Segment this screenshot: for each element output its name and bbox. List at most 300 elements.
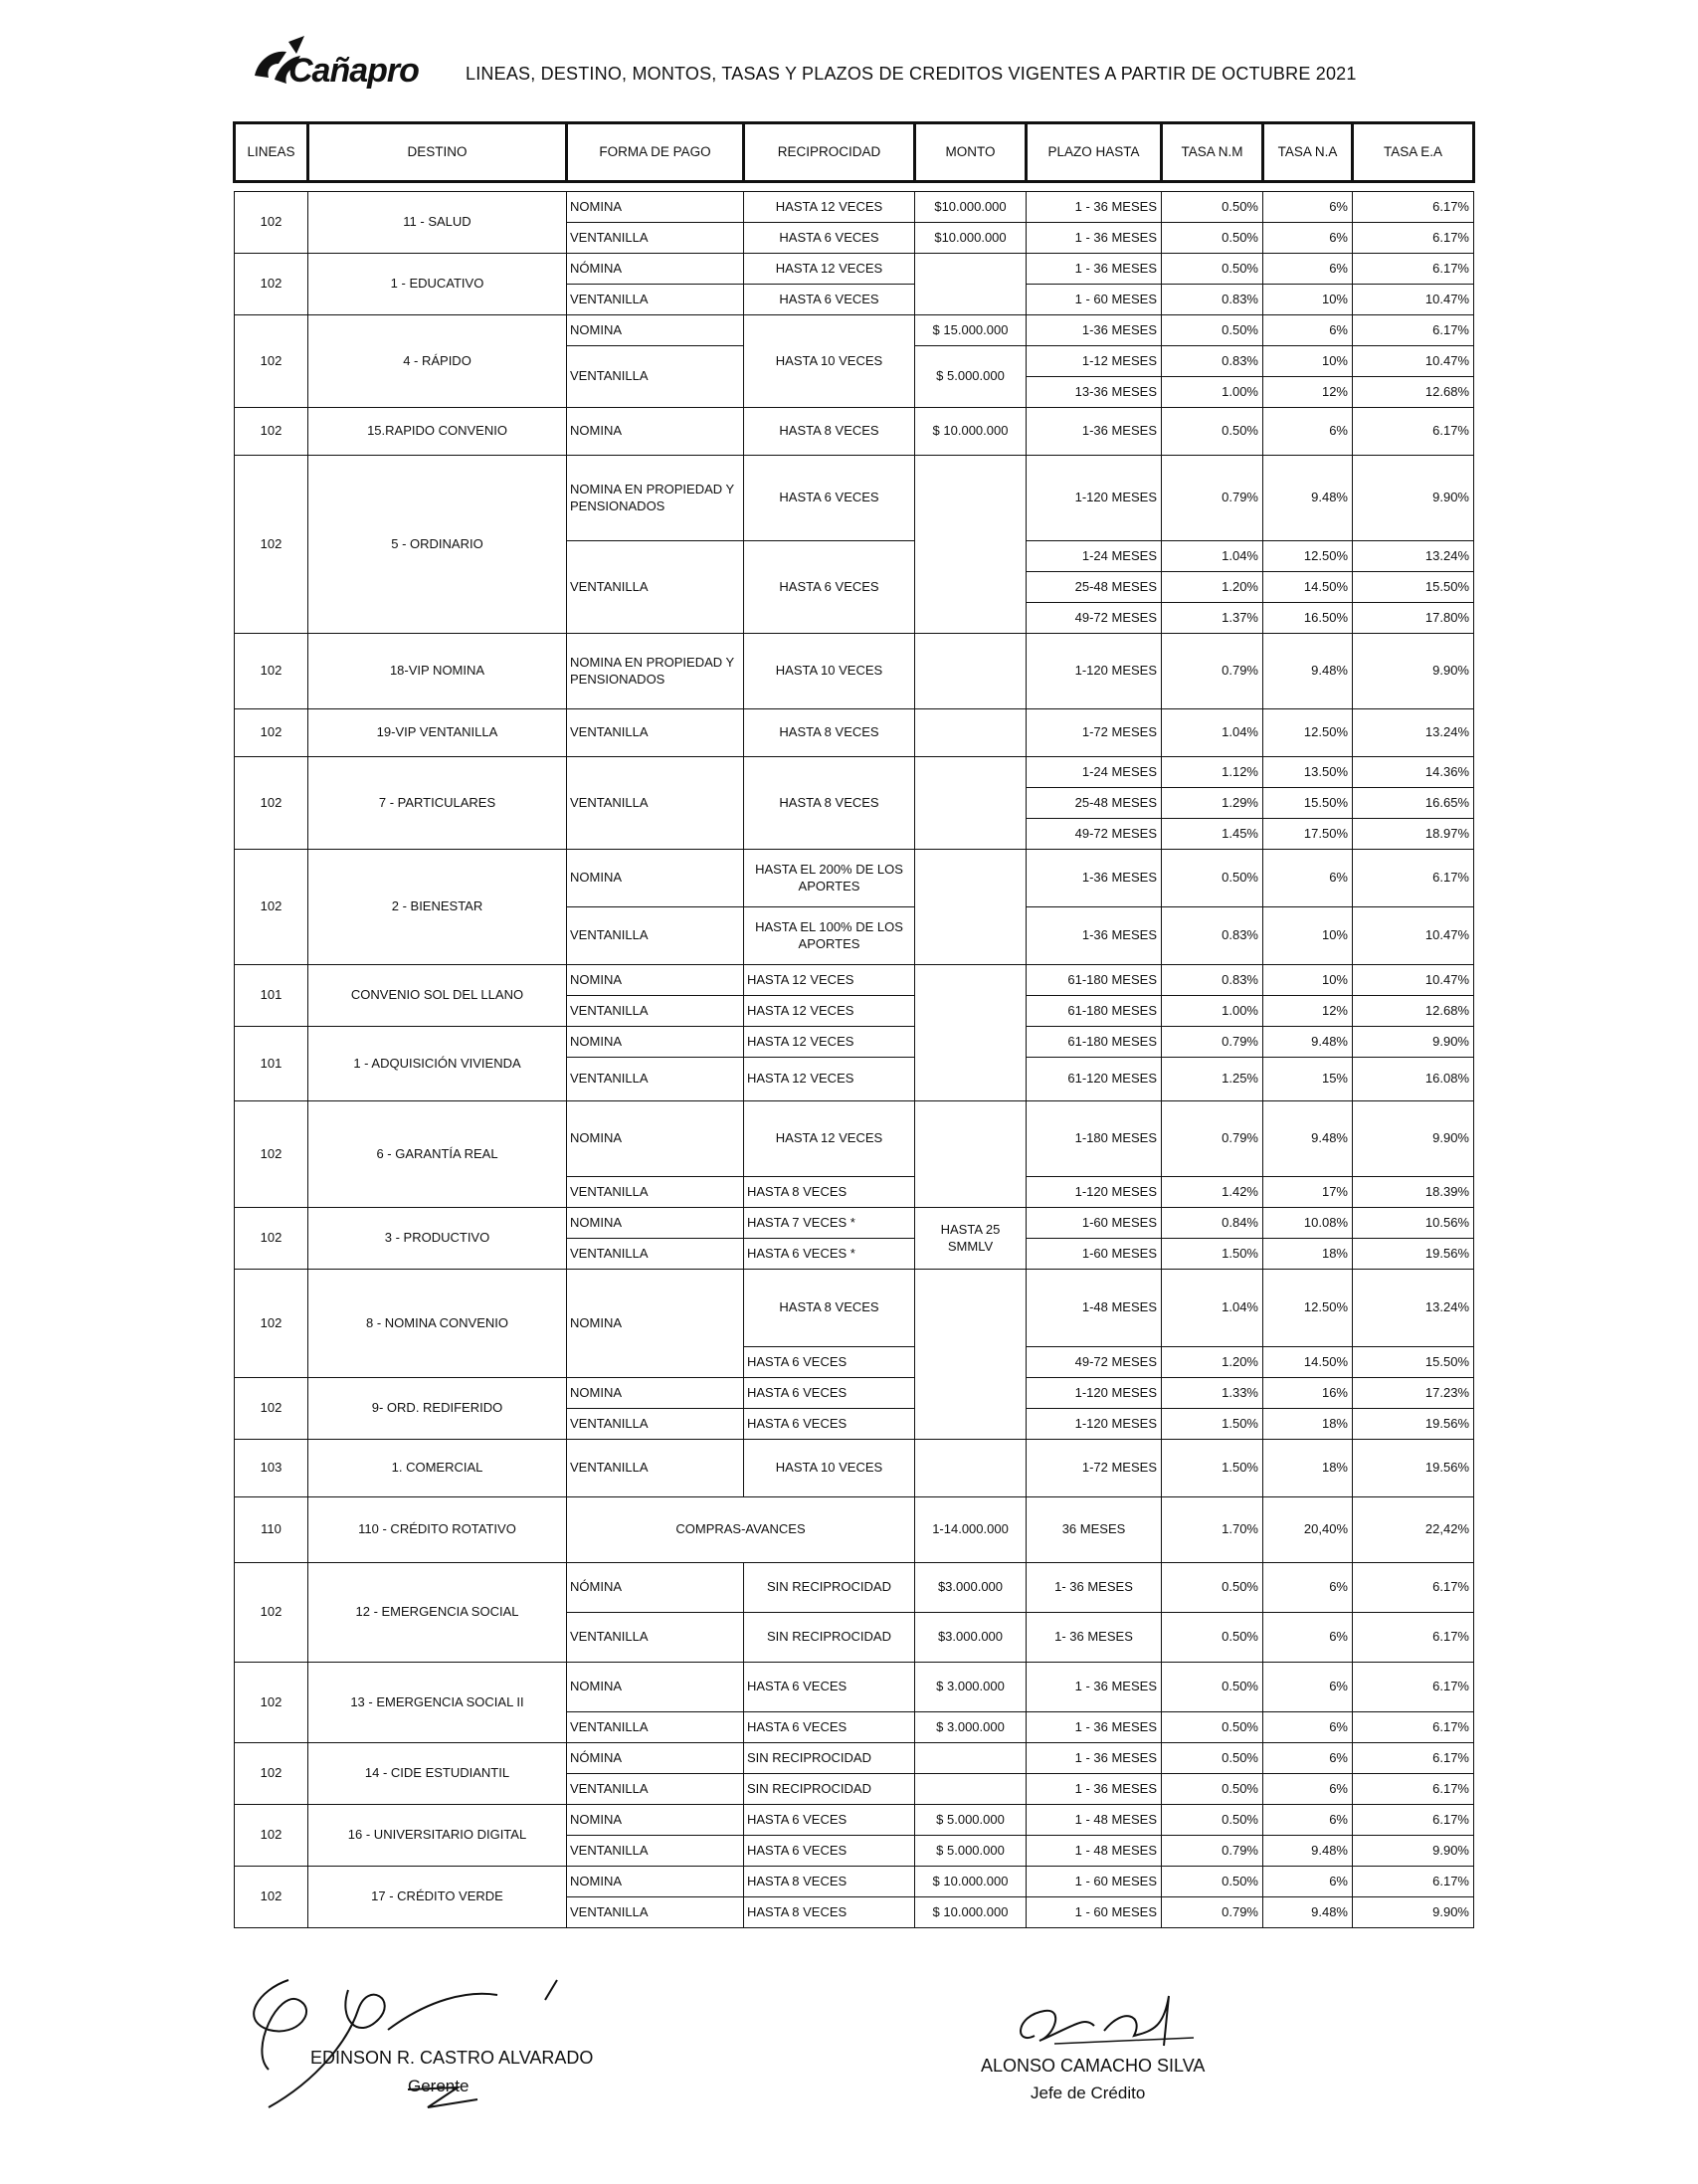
cell-forma-pago: NOMINA <box>567 1208 744 1239</box>
cell-plazo: 1-120 MESES <box>1027 1177 1162 1208</box>
cell-tasa-na: 12% <box>1263 996 1353 1027</box>
cell-tasa-ea: 9.90% <box>1353 1101 1474 1177</box>
col-destino: DESTINO <box>308 123 567 182</box>
cell-monto <box>915 757 1027 850</box>
cell-tasa-nm: 1.29% <box>1162 788 1263 819</box>
cell-tasa-na: 16% <box>1263 1378 1353 1409</box>
cell-reciprocidad: HASTA 8 VECES <box>744 709 915 757</box>
cell-linea: 102 <box>235 192 308 254</box>
cell-destino: 15.RAPIDO CONVENIO <box>308 408 567 456</box>
cell-linea: 102 <box>235 1805 308 1867</box>
cell-plazo: 1-36 MESES <box>1027 408 1162 456</box>
cell-linea: 103 <box>235 1440 308 1497</box>
cell-linea: 102 <box>235 254 308 315</box>
cell-tasa-nm: 0.83% <box>1162 346 1263 377</box>
cell-plazo: 1-48 MESES <box>1027 1270 1162 1347</box>
cell-linea: 102 <box>235 634 308 709</box>
cell-plazo: 1-60 MESES <box>1027 1239 1162 1270</box>
cell-reciprocidad: HASTA 12 VECES <box>744 1101 915 1177</box>
cell-reciprocidad: HASTA 6 VECES <box>744 1712 915 1743</box>
cell-tasa-ea: 6.17% <box>1353 315 1474 346</box>
cell-tasa-na: 6% <box>1263 850 1353 907</box>
spacer <box>235 182 1474 192</box>
cell-reciprocidad: SIN RECIPROCIDAD <box>744 1613 915 1663</box>
cell-plazo: 1 - 60 MESES <box>1027 1897 1162 1928</box>
cell-forma-pago: VENTANILLA <box>567 1058 744 1101</box>
table-row <box>235 850 1474 907</box>
cell-tasa-ea: 9.90% <box>1353 456 1474 541</box>
cell-monto: HASTA 25 SMMLV <box>915 1208 1027 1270</box>
cell-tasa-na: 12.50% <box>1263 709 1353 757</box>
cell-linea: 102 <box>235 1663 308 1743</box>
cell-tasa-na: 10% <box>1263 907 1353 965</box>
cell-tasa-na: 15% <box>1263 1058 1353 1101</box>
cell-tasa-nm: 0.83% <box>1162 907 1263 965</box>
cell-tasa-na: 6% <box>1263 1774 1353 1805</box>
cell-destino: 11 - SALUD <box>308 192 567 254</box>
cell-tasa-na: 6% <box>1263 1712 1353 1743</box>
cell-forma-pago: VENTANILLA <box>567 1836 744 1867</box>
cell-plazo: 49-72 MESES <box>1027 1347 1162 1378</box>
cell-tasa-na: 9.48% <box>1263 634 1353 709</box>
table-row <box>235 408 1474 456</box>
cell-tasa-na: 12.50% <box>1263 541 1353 572</box>
cell-tasa-ea: 9.90% <box>1353 634 1474 709</box>
cell-tasa-nm: 0.50% <box>1162 1805 1263 1836</box>
cell-tasa-nm: 0.84% <box>1162 1208 1263 1239</box>
cell-tasa-ea: 6.17% <box>1353 1613 1474 1663</box>
cell-reciprocidad: HASTA 6 VECES <box>744 285 915 315</box>
cell-forma-pago: VENTANILLA <box>567 1239 744 1270</box>
col-tasa-na: TASA N.A <box>1263 123 1353 182</box>
cell-tasa-na: 20,40% <box>1263 1497 1353 1563</box>
cell-plazo: 1 - 48 MESES <box>1027 1836 1162 1867</box>
cell-tasa-na: 6% <box>1263 1613 1353 1663</box>
cell-monto <box>915 634 1027 709</box>
cell-reciprocidad: HASTA 7 VECES * <box>744 1208 915 1239</box>
cell-tasa-na: 18% <box>1263 1409 1353 1440</box>
cell-plazo: 1 - 36 MESES <box>1027 1663 1162 1712</box>
cell-tasa-na: 13.50% <box>1263 757 1353 788</box>
cell-linea: 102 <box>235 315 308 408</box>
signer-left-name: EDINSON R. CASTRO ALVARADO <box>310 2048 594 2068</box>
cell-tasa-nm: 1.25% <box>1162 1058 1263 1101</box>
cell-linea: 102 <box>235 1867 308 1928</box>
cell-reciprocidad: HASTA 6 VECES <box>744 1805 915 1836</box>
cell-plazo: 1 - 36 MESES <box>1027 1712 1162 1743</box>
cell-forma-pago: VENTANILLA <box>567 757 744 850</box>
cell-linea: 102 <box>235 1208 308 1270</box>
cell-tasa-ea: 9.90% <box>1353 1897 1474 1928</box>
cell-forma-pago: VENTANILLA <box>567 1712 744 1743</box>
cell-forma-pago: NOMINA EN PROPIEDAD Y PENSIONADOS <box>567 634 744 709</box>
cell-tasa-na: 6% <box>1263 1743 1353 1774</box>
cell-monto <box>915 456 1027 634</box>
cell-linea: 102 <box>235 1378 308 1440</box>
cell-destino: 4 - RÁPIDO <box>308 315 567 408</box>
cell-destino: 12 - EMERGENCIA SOCIAL <box>308 1563 567 1663</box>
cell-tasa-na: 10.08% <box>1263 1208 1353 1239</box>
cell-tasa-nm: 0.50% <box>1162 1712 1263 1743</box>
signature-right-icon <box>995 1986 1224 2066</box>
cell-forma-pago: VENTANILLA <box>567 709 744 757</box>
cell-tasa-nm: 0.50% <box>1162 850 1263 907</box>
cell-reciprocidad: HASTA 10 VECES <box>744 315 915 408</box>
cell-plazo: 49-72 MESES <box>1027 819 1162 850</box>
cell-forma-pago: NOMINA <box>567 315 744 346</box>
cell-tasa-nm: 0.79% <box>1162 1101 1263 1177</box>
cell-tasa-nm: 0.79% <box>1162 456 1263 541</box>
cell-tasa-na: 15.50% <box>1263 788 1353 819</box>
cell-tasa-ea: 10.47% <box>1353 965 1474 996</box>
cell-forma-pago: NOMINA <box>567 850 744 907</box>
cell-plazo: 1 - 36 MESES <box>1027 223 1162 254</box>
table-row <box>235 1867 1474 1897</box>
cell-monto: $ 3.000.000 <box>915 1712 1027 1743</box>
cell-tasa-nm: 1.00% <box>1162 996 1263 1027</box>
cell-plazo: 1-12 MESES <box>1027 346 1162 377</box>
cell-tasa-nm: 1.12% <box>1162 757 1263 788</box>
cell-reciprocidad: HASTA 12 VECES <box>744 965 915 996</box>
cell-plazo: 1 - 60 MESES <box>1027 285 1162 315</box>
cell-linea: 102 <box>235 1101 308 1208</box>
cell-tasa-nm: 1.04% <box>1162 1270 1263 1347</box>
cell-forma-pago: VENTANILLA <box>567 223 744 254</box>
cell-tasa-ea: 10.47% <box>1353 907 1474 965</box>
cell-tasa-nm: 1.33% <box>1162 1378 1263 1409</box>
cell-forma-pago: VENTANILLA <box>567 1613 744 1663</box>
cell-tasa-ea: 17.23% <box>1353 1378 1474 1409</box>
cell-linea: 102 <box>235 850 308 965</box>
cell-tasa-na: 6% <box>1263 1805 1353 1836</box>
cell-forma-pago: NOMINA EN PROPIEDAD Y PENSIONADOS <box>567 456 744 541</box>
cell-plazo: 1-60 MESES <box>1027 1208 1162 1239</box>
cell-tasa-na: 6% <box>1263 1563 1353 1613</box>
cell-tasa-nm: 0.79% <box>1162 1897 1263 1928</box>
cell-monto <box>915 254 1027 315</box>
cell-tasa-ea: 9.90% <box>1353 1027 1474 1058</box>
table-row <box>235 1743 1474 1774</box>
cell-plazo: 1-36 MESES <box>1027 850 1162 907</box>
cell-linea: 102 <box>235 1743 308 1805</box>
cell-tasa-na: 14.50% <box>1263 1347 1353 1378</box>
cell-plazo: 1- 36 MESES <box>1027 1563 1162 1613</box>
cell-tasa-na: 9.48% <box>1263 1836 1353 1867</box>
cell-monto: $ 15.000.000 <box>915 315 1027 346</box>
cell-destino: 19-VIP VENTANILLA <box>308 709 567 757</box>
cell-monto <box>915 1774 1027 1805</box>
cell-forma-pago: NOMINA <box>567 1101 744 1177</box>
cell-tasa-na: 10% <box>1263 346 1353 377</box>
col-lineas: LINEAS <box>235 123 308 182</box>
cell-reciprocidad: HASTA 10 VECES <box>744 634 915 709</box>
cell-tasa-na: 12% <box>1263 377 1353 408</box>
cell-plazo: 1-120 MESES <box>1027 1378 1162 1409</box>
cell-tasa-ea: 10.47% <box>1353 346 1474 377</box>
cell-linea: 102 <box>235 757 308 850</box>
cell-linea: 102 <box>235 456 308 634</box>
cell-tasa-ea: 16.08% <box>1353 1058 1474 1101</box>
table-row <box>235 1270 1474 1347</box>
table-row <box>235 1563 1474 1613</box>
cell-tasa-ea: 6.17% <box>1353 192 1474 223</box>
cell-forma-pago: NOMINA <box>567 1663 744 1712</box>
cell-plazo: 25-48 MESES <box>1027 788 1162 819</box>
cell-forma-pago: NÓMINA <box>567 1563 744 1613</box>
cell-tasa-nm: 0.50% <box>1162 315 1263 346</box>
cell-destino: 16 - UNIVERSITARIO DIGITAL <box>308 1805 567 1867</box>
cell-destino: 13 - EMERGENCIA SOCIAL II <box>308 1663 567 1743</box>
cell-plazo: 1-36 MESES <box>1027 907 1162 965</box>
cell-monto <box>915 1101 1027 1208</box>
cell-monto: $ 5.000.000 <box>915 1805 1027 1836</box>
cell-tasa-ea: 6.17% <box>1353 1774 1474 1805</box>
cell-destino: 8 - NOMINA CONVENIO <box>308 1270 567 1378</box>
cell-plazo: 1-72 MESES <box>1027 1440 1162 1497</box>
col-monto: MONTO <box>915 123 1027 182</box>
cell-forma-pago: VENTANILLA <box>567 1440 744 1497</box>
cell-tasa-ea: 9.90% <box>1353 1836 1474 1867</box>
cell-plazo: 1-36 MESES <box>1027 315 1162 346</box>
cell-tasa-na: 6% <box>1263 254 1353 285</box>
page-title: LINEAS, DESTINO, MONTOS, TASAS Y PLAZOS DE CREDITOS VIGENTES A PARTIR DE OCTUBRE 2021 <box>466 64 1357 84</box>
signer-right-name: ALONSO CAMACHO SILVA <box>981 2056 1206 2076</box>
cell-tasa-nm: 1.20% <box>1162 1347 1263 1378</box>
cell-plazo: 1-180 MESES <box>1027 1101 1162 1177</box>
cell-plazo: 1-120 MESES <box>1027 634 1162 709</box>
cell-plazo: 1 - 36 MESES <box>1027 1743 1162 1774</box>
cell-forma-pago: NÓMINA <box>567 1743 744 1774</box>
cell-tasa-nm: 1.37% <box>1162 603 1263 634</box>
cell-reciprocidad: HASTA 12 VECES <box>744 254 915 285</box>
cell-tasa-nm: 0.50% <box>1162 254 1263 285</box>
cell-reciprocidad: HASTA 8 VECES <box>744 757 915 850</box>
cell-tasa-nm: 1.45% <box>1162 819 1263 850</box>
cell-destino: 17 - CRÉDITO VERDE <box>308 1867 567 1928</box>
cell-tasa-na: 6% <box>1263 223 1353 254</box>
cell-plazo: 1 - 60 MESES <box>1027 1867 1162 1897</box>
col-tasa-ea: TASA E.A <box>1353 123 1474 182</box>
cell-tasa-na: 17.50% <box>1263 819 1353 850</box>
cell-reciprocidad: HASTA 6 VECES <box>744 1663 915 1712</box>
cell-tasa-ea: 6.17% <box>1353 850 1474 907</box>
cell-tasa-nm: 0.83% <box>1162 965 1263 996</box>
cell-reciprocidad: HASTA 6 VECES <box>744 1409 915 1440</box>
cell-destino: 110 - CRÉDITO ROTATIVO <box>308 1497 567 1563</box>
cell-tasa-nm: 1.70% <box>1162 1497 1263 1563</box>
cell-reciprocidad: SIN RECIPROCIDAD <box>744 1774 915 1805</box>
cell-forma-pago: VENTANILLA <box>567 996 744 1027</box>
cell-tasa-nm: 0.79% <box>1162 1836 1263 1867</box>
cell-tasa-ea: 15.50% <box>1353 1347 1474 1378</box>
table-row <box>235 757 1474 788</box>
cell-tasa-nm: 1.04% <box>1162 709 1263 757</box>
cell-plazo: 1-24 MESES <box>1027 541 1162 572</box>
cell-tasa-nm: 1.50% <box>1162 1409 1263 1440</box>
table-row <box>235 315 1474 346</box>
cell-monto <box>915 1743 1027 1774</box>
table-row <box>235 1101 1474 1177</box>
cell-tasa-na: 10% <box>1263 965 1353 996</box>
table-row <box>235 1378 1474 1409</box>
cell-reciprocidad: HASTA 8 VECES <box>744 1897 915 1928</box>
cell-reciprocidad: HASTA 12 VECES <box>744 192 915 223</box>
table-row <box>235 1440 1474 1497</box>
cell-tasa-ea: 10.47% <box>1353 285 1474 315</box>
cell-plazo: 1 - 36 MESES <box>1027 1774 1162 1805</box>
cell-destino: 18-VIP NOMINA <box>308 634 567 709</box>
cell-tasa-nm: 0.50% <box>1162 192 1263 223</box>
cell-forma-pago: NOMINA <box>567 1270 744 1378</box>
cell-monto: $10.000.000 <box>915 223 1027 254</box>
cell-tasa-nm: 0.50% <box>1162 1563 1263 1613</box>
table-row <box>235 1497 1474 1563</box>
cell-tasa-na: 10% <box>1263 285 1353 315</box>
table-row <box>235 192 1474 223</box>
cell-plazo: 1- 36 MESES <box>1027 1613 1162 1663</box>
table-row <box>235 1805 1474 1836</box>
cell-tasa-na: 9.48% <box>1263 456 1353 541</box>
cell-tasa-ea: 12.68% <box>1353 377 1474 408</box>
cell-tasa-nm: 0.50% <box>1162 1613 1263 1663</box>
cell-tasa-ea: 12.68% <box>1353 996 1474 1027</box>
cell-tasa-nm: 0.50% <box>1162 1867 1263 1897</box>
cell-reciprocidad: HASTA 8 VECES <box>744 1177 915 1208</box>
cell-reciprocidad: HASTA 6 VECES <box>744 1378 915 1409</box>
cell-destino: 1. COMERCIAL <box>308 1440 567 1497</box>
cell-forma-pago: VENTANILLA <box>567 285 744 315</box>
cell-reciprocidad: SIN RECIPROCIDAD <box>744 1563 915 1613</box>
cell-tasa-ea: 19.56% <box>1353 1239 1474 1270</box>
cell-tasa-ea: 6.17% <box>1353 1663 1474 1712</box>
cell-forma-pago: NOMINA <box>567 408 744 456</box>
cell-forma-pago: VENTANILLA <box>567 1177 744 1208</box>
cell-tasa-ea: 15.50% <box>1353 572 1474 603</box>
cell-forma-pago: VENTANILLA <box>567 1897 744 1928</box>
cell-monto: $3.000.000 <box>915 1613 1027 1663</box>
cell-destino: 6 - GARANTÍA REAL <box>308 1101 567 1208</box>
cell-tasa-ea: 13.24% <box>1353 1270 1474 1347</box>
cell-tasa-ea: 13.24% <box>1353 541 1474 572</box>
cell-plazo: 13-36 MESES <box>1027 377 1162 408</box>
cell-linea: 101 <box>235 965 308 1027</box>
cell-monto: 1-14.000.000 <box>915 1497 1027 1563</box>
cell-monto: $ 10.000.000 <box>915 408 1027 456</box>
table-row <box>235 1663 1474 1712</box>
cell-destino: 5 - ORDINARIO <box>308 456 567 634</box>
cell-tasa-na: 18% <box>1263 1440 1353 1497</box>
cell-plazo: 1-120 MESES <box>1027 456 1162 541</box>
cell-monto: $ 5.000.000 <box>915 346 1027 408</box>
cell-tasa-nm: 0.50% <box>1162 1774 1263 1805</box>
cell-monto <box>915 709 1027 757</box>
cell-tasa-nm: 1.50% <box>1162 1239 1263 1270</box>
cell-monto: $ 5.000.000 <box>915 1836 1027 1867</box>
table-row <box>235 456 1474 541</box>
cell-reciprocidad: HASTA 6 VECES * <box>744 1239 915 1270</box>
credit-lines-table <box>233 121 1475 1928</box>
table-row <box>235 965 1474 996</box>
cell-forma-pago: COMPRAS-AVANCES <box>567 1497 915 1563</box>
cell-monto <box>915 965 1027 1101</box>
cell-tasa-na: 9.48% <box>1263 1897 1353 1928</box>
cell-tasa-na: 14.50% <box>1263 572 1353 603</box>
cell-tasa-ea: 6.17% <box>1353 223 1474 254</box>
cell-forma-pago: NÓMINA <box>567 254 744 285</box>
cell-reciprocidad: HASTA 6 VECES <box>744 223 915 254</box>
cell-reciprocidad: HASTA EL 100% DE LOS APORTES <box>744 907 915 965</box>
cell-forma-pago: VENTANILLA <box>567 541 744 634</box>
cell-tasa-ea: 19.56% <box>1353 1440 1474 1497</box>
cell-reciprocidad: HASTA 8 VECES <box>744 1867 915 1897</box>
cell-plazo: 61-180 MESES <box>1027 1027 1162 1058</box>
cell-tasa-ea: 14.36% <box>1353 757 1474 788</box>
cell-tasa-na: 9.48% <box>1263 1101 1353 1177</box>
cell-reciprocidad: HASTA 6 VECES <box>744 541 915 634</box>
table-row <box>235 634 1474 709</box>
cell-forma-pago: NOMINA <box>567 1027 744 1058</box>
table-row <box>235 254 1474 285</box>
cell-tasa-na: 12.50% <box>1263 1270 1353 1347</box>
cell-forma-pago: NOMINA <box>567 1378 744 1409</box>
signer-right-role: Jefe de Crédito <box>1031 2084 1146 2102</box>
cell-monto: $ 10.000.000 <box>915 1867 1027 1897</box>
cell-tasa-na: 16.50% <box>1263 603 1353 634</box>
brand-name: Cañapro <box>288 52 419 90</box>
col-reciprocidad: RECIPROCIDAD <box>744 123 915 182</box>
cell-tasa-na: 17% <box>1263 1177 1353 1208</box>
cell-destino: 14 - CIDE ESTUDIANTIL <box>308 1743 567 1805</box>
cell-tasa-nm: 1.50% <box>1162 1440 1263 1497</box>
cell-destino: 7 - PARTICULARES <box>308 757 567 850</box>
signer-left-role: Gerente <box>408 2077 470 2095</box>
cell-destino: 2 - BIENESTAR <box>308 850 567 965</box>
cell-forma-pago: VENTANILLA <box>567 1774 744 1805</box>
cell-destino: 1 - ADQUISICIÓN VIVIENDA <box>308 1027 567 1101</box>
cell-destino: CONVENIO SOL DEL LLANO <box>308 965 567 1027</box>
cell-forma-pago: NOMINA <box>567 192 744 223</box>
cell-tasa-ea: 6.17% <box>1353 1743 1474 1774</box>
cell-tasa-nm: 1.00% <box>1162 377 1263 408</box>
cell-reciprocidad: HASTA 8 VECES <box>744 408 915 456</box>
cell-destino: 9- ORD. REDIFERIDO <box>308 1378 567 1440</box>
cell-tasa-nm: 0.50% <box>1162 1663 1263 1712</box>
cell-plazo: 1-120 MESES <box>1027 1409 1162 1440</box>
cell-plazo: 61-180 MESES <box>1027 996 1162 1027</box>
cell-tasa-nm: 0.50% <box>1162 408 1263 456</box>
cell-forma-pago: NOMINA <box>567 965 744 996</box>
cell-tasa-ea: 16.65% <box>1353 788 1474 819</box>
cell-tasa-nm: 1.20% <box>1162 572 1263 603</box>
cell-linea: 102 <box>235 1563 308 1663</box>
cell-forma-pago: VENTANILLA <box>567 346 744 408</box>
cell-destino: 1 - EDUCATIVO <box>308 254 567 315</box>
cell-linea: 102 <box>235 408 308 456</box>
cell-tasa-nm: 0.79% <box>1162 634 1263 709</box>
cell-reciprocidad: SIN RECIPROCIDAD <box>744 1743 915 1774</box>
col-forma-pago: FORMA DE PAGO <box>567 123 744 182</box>
cell-plazo: 1-24 MESES <box>1027 757 1162 788</box>
cell-monto <box>915 1440 1027 1497</box>
cell-reciprocidad: HASTA 8 VECES <box>744 1270 915 1347</box>
col-plazo: PLAZO HASTA <box>1027 123 1162 182</box>
col-tasa-nm: TASA N.M <box>1162 123 1263 182</box>
cell-tasa-ea: 6.17% <box>1353 1805 1474 1836</box>
cell-monto: $3.000.000 <box>915 1563 1027 1613</box>
cell-tasa-nm: 0.50% <box>1162 223 1263 254</box>
cell-tasa-nm: 0.79% <box>1162 1027 1263 1058</box>
cell-reciprocidad: HASTA EL 200% DE LOS APORTES <box>744 850 915 907</box>
